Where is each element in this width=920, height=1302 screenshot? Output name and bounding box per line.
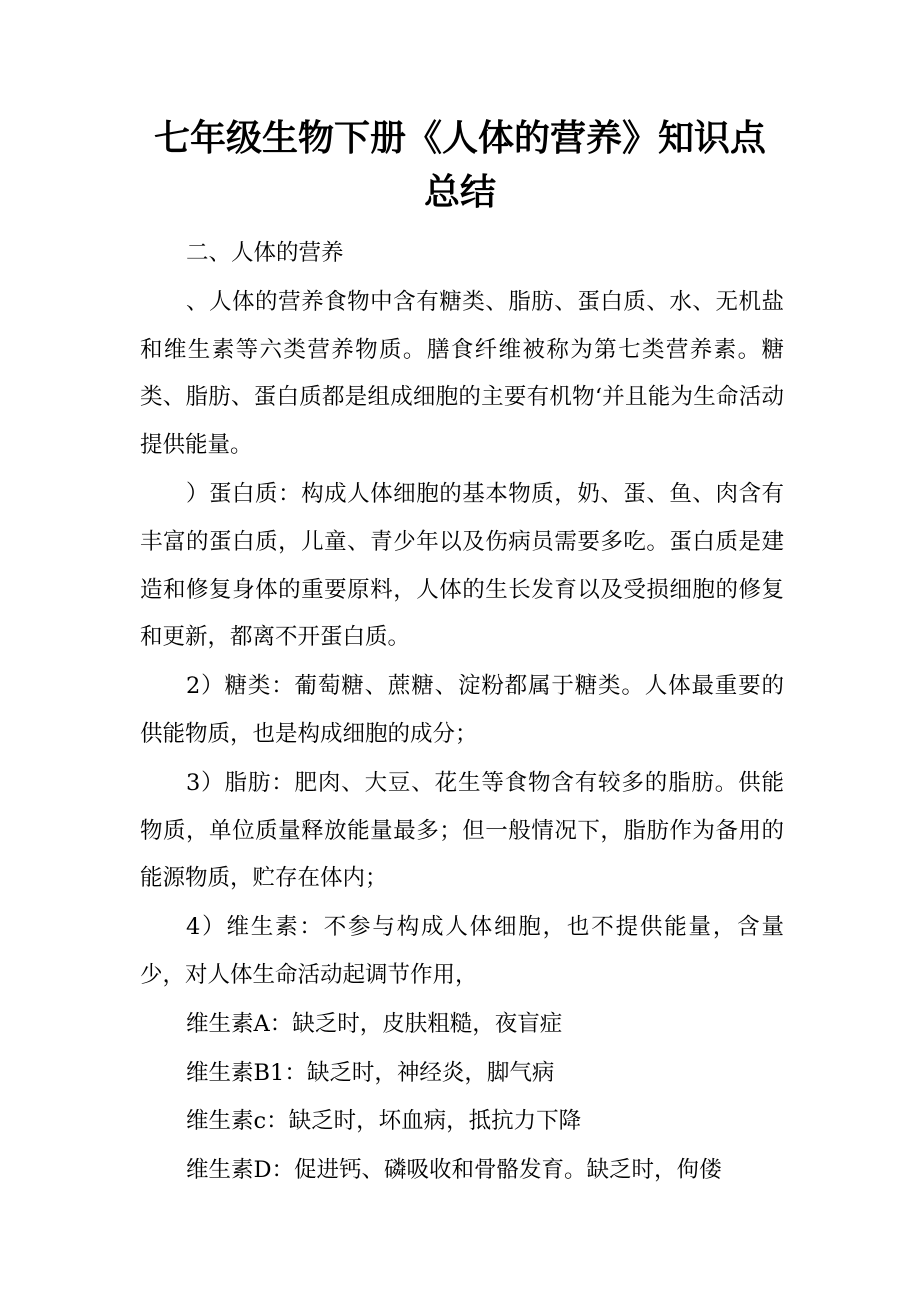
paragraph-sugars: 2）糖类：葡萄糖、蔗糖、淀粉都属于糖类。人体最重要的供能物质，也是构成细胞的成分；	[140, 673, 784, 747]
paragraph-nutrients: 、人体的营养食物中含有糖类、脂肪、蛋白质、水、无机盐和维生素等六类营养物质。膳食纤维被称为第七类营养素。糖类、脂肪、蛋白质都是组成细胞的主要有机物‘并且能为生命活动提供能量。	[140, 288, 784, 459]
document-title	[138, 112, 782, 220]
section-heading: 二、人体的营养	[186, 240, 344, 266]
paragraph-vitamin-a: 维生素A：缺乏时，皮肤粗糙，夜盲症	[186, 1010, 563, 1037]
title-line-1: 七年级生物下册《人体的营养》知识点	[153, 118, 766, 159]
paragraph-vitamin-c: 维生素c：缺乏时，坏血病，抵抗力下降	[186, 1108, 582, 1135]
paragraph-vitamin-d: 维生素D：促进钙、磷吸收和骨骼发育。缺乏时，佝偻	[186, 1157, 722, 1184]
paragraph-vitamin-b1: 维生素B1：缺乏时，神经炎，脚气病	[186, 1059, 555, 1086]
document-body	[140, 230, 784, 1196]
title-line-2: 总结	[423, 172, 496, 213]
paragraph-protein: ）蛋白质：构成人体细胞的基本物质，奶、蛋、鱼、肉含有丰富的蛋白质，儿童、青少年以及伤病员需要多吃。蛋白质是建造和修复身体的重要原料，人体的生长发育以及受损细胞的修复和更新，都离不开蛋白质。	[140, 480, 784, 651]
paragraph-vitamins: 4）维生素：不参与构成人体细胞，也不提供能量，含量少，对人体生命活动起调节作用，	[140, 914, 784, 988]
paragraph-fat: 3）脂肪：肥肉、大豆、花生等食物含有较多的脂肪。供能物质，单位质量释放能量最多；但一般情况下，脂肪作为备用的能源物质，贮存在体内；	[140, 769, 784, 892]
